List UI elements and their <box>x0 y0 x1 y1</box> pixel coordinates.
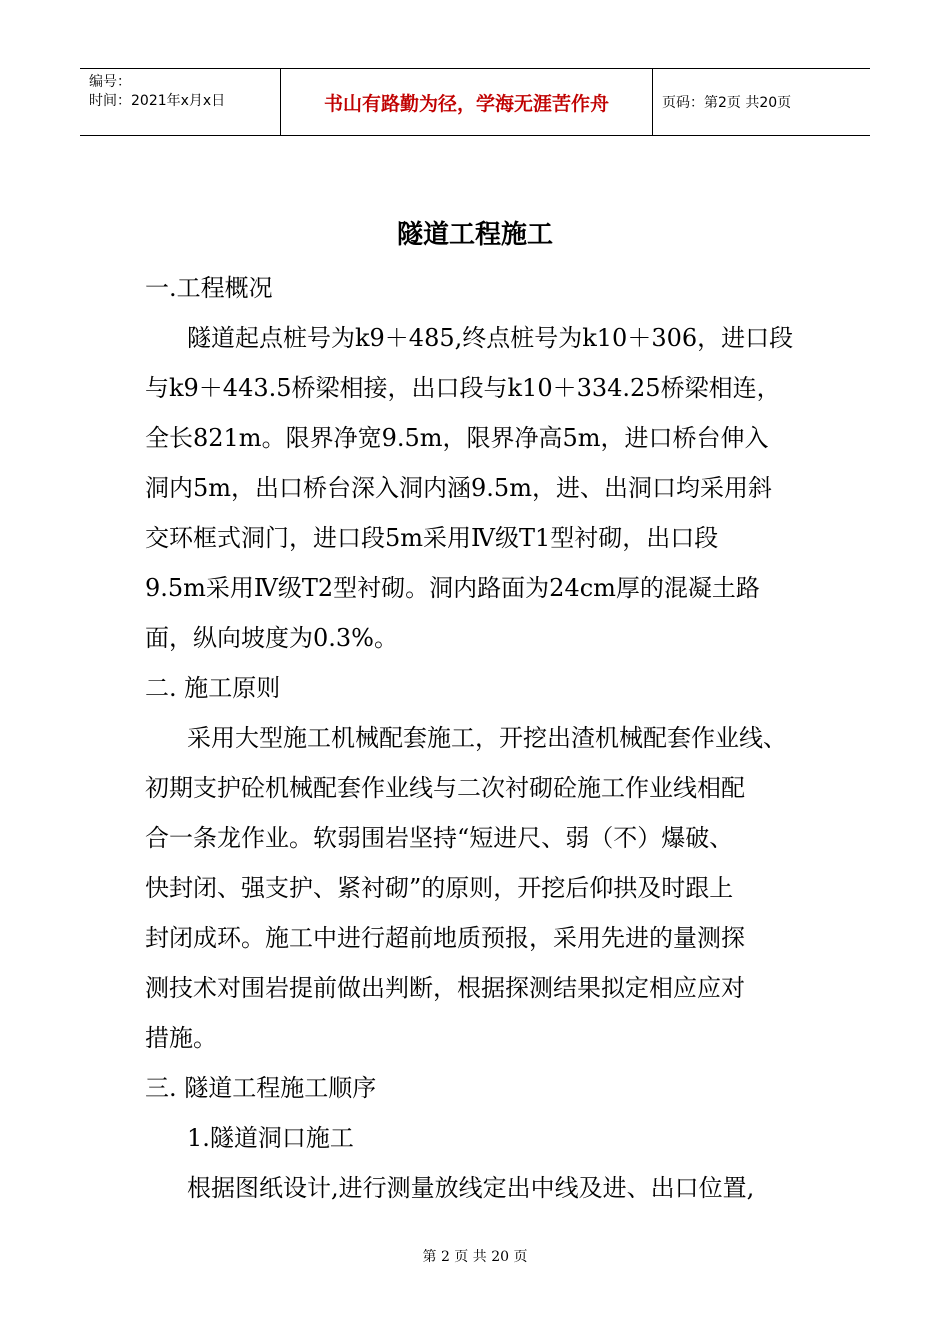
paragraph-line: 全长821m。限界净宽9.5m，限界净高5m，进口桥台伸入 <box>145 424 769 452</box>
paragraph-line: 措施。 <box>145 1024 217 1052</box>
paragraph-line: 隧道起点桩号为k9＋485,终点桩号为k10＋306，进口段 <box>187 324 794 352</box>
paragraph-line: 与k9＋443.5桥梁相接，出口段与k10＋334.25桥梁相连， <box>145 374 781 402</box>
paragraph-line: 洞内5m，出口桥台深入洞内涵9.5m，进、出洞口均采用斜 <box>145 474 772 502</box>
section-heading: 二. 施工原则 <box>145 674 281 702</box>
paragraph-line: 封闭成环。施工中进行超前地质预报，采用先进的量测探 <box>145 924 745 952</box>
section-heading: 一.工程概况 <box>145 274 273 302</box>
paragraph-line: 测技术对围岩提前做出判断，根据探测结果拟定相应应对 <box>145 974 745 1002</box>
number-label: 编号： <box>89 74 131 90</box>
date-label: 时间：2021年x月x日 <box>89 93 226 109</box>
document-title: 隧道工程施工 <box>396 220 553 250</box>
header-page-label: 页码：第2页 共20页 <box>662 95 792 111</box>
page-footer: 第 2 页 共 20 页 <box>422 1249 528 1265</box>
paragraph-line: 根据图纸设计,进行测量放线定出中线及进、出口位置, <box>187 1174 755 1202</box>
subsection-heading: 1.隧道洞口施工 <box>187 1124 354 1152</box>
header-meta <box>80 69 281 135</box>
header-table <box>80 68 870 136</box>
paragraph-line: 交环框式洞门，进口段5m采用Ⅳ级T1型衬砌，出口段 <box>145 524 719 552</box>
paragraph-line: 初期支护砼机械配套作业线与二次衬砌砼施工作业线相配 <box>145 774 745 802</box>
paragraph-line: 采用大型施工机械配套施工，开挖出渣机械配套作业线、 <box>187 724 787 752</box>
paragraph-line: 9.5m采用Ⅳ级T2型衬砌。洞内路面为24cm厚的混凝土路 <box>145 574 760 602</box>
section-heading: 三. 隧道工程施工顺序 <box>145 1074 377 1102</box>
paragraph-line: 快封闭、强支护、紧衬砌”的原则，开挖后仰拱及时跟上 <box>145 874 734 902</box>
paragraph-line: 面，纵向坡度为0.3%。 <box>145 624 398 652</box>
header-motto: 书山有路勤为径，学海无涯苦作舟 <box>281 69 653 135</box>
paragraph-line: 合一条龙作业。软弱围岩坚持“短进尺、弱（不）爆破、 <box>145 824 734 852</box>
